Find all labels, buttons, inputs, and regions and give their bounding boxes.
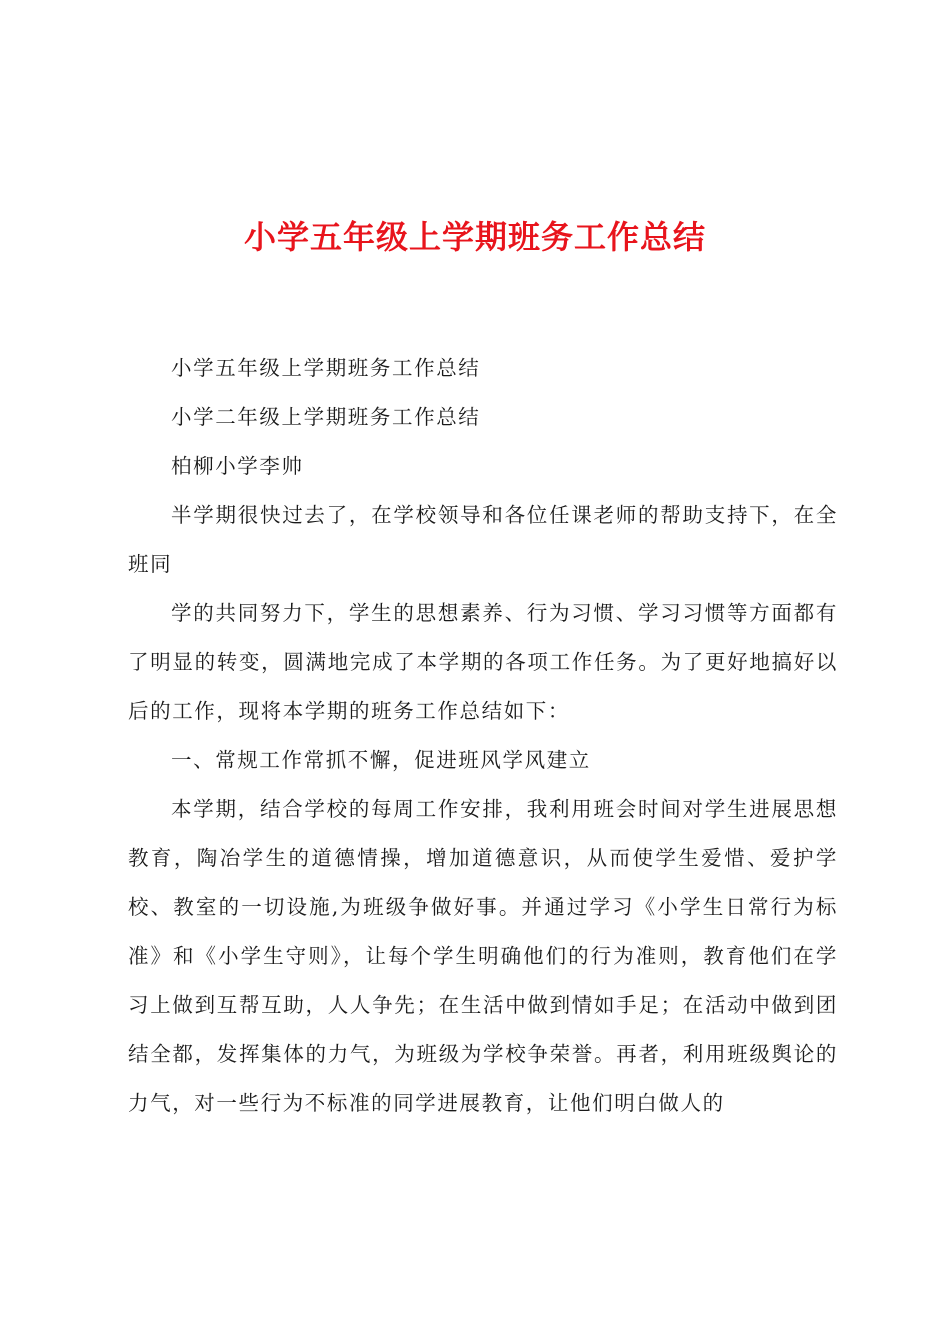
paragraph-intro: 半学期很快过去了，在学校领导和各位任课老师的帮助支持下，在全班同	[128, 503, 838, 576]
paragraph-subtitle-1: 小学五年级上学期班务工作总结	[171, 356, 481, 380]
paragraph-author: 柏柳小学李帅	[171, 454, 304, 478]
document-title: 小学五年级上学期班务工作总结	[243, 218, 706, 256]
paragraph-intro-continued: 学的共同努力下，学生的思想素养、行为习惯、学习习惯等方面都有了明显的转变，圆满地完成了本学期的各项工作任务。为了更好地搞好以后的工作，现将本学期的班务工作总结如下：	[128, 601, 838, 723]
paragraph-section-1-body: 本学期，结合学校的每周工作安排，我利用班会时间对学生进展思想教育，陶冶学生的道德情操，增加道德意识，从而使学生爱惜、爱护学校、教室的一切设施,为班级争做好事。并通过学习《小学生日常行为标准》和《小学生守则》，让每个学生明确他们的行为准则，教育他们在学习上做到互帮互助，人人争先；在生活中做到情如手足；在活动中做到团结全都，发挥集体的力气，为班级为学校争荣誉。再者，利用班级舆论的力气，对一些行为不标准的同学进展教育，让他们明白做人的	[128, 797, 838, 1115]
paragraph-subtitle-2: 小学二年级上学期班务工作总结	[171, 405, 481, 429]
section-heading-1: 一、常规工作常抓不懈，促进班风学风建立	[171, 748, 591, 772]
document-body	[128, 344, 838, 1128]
